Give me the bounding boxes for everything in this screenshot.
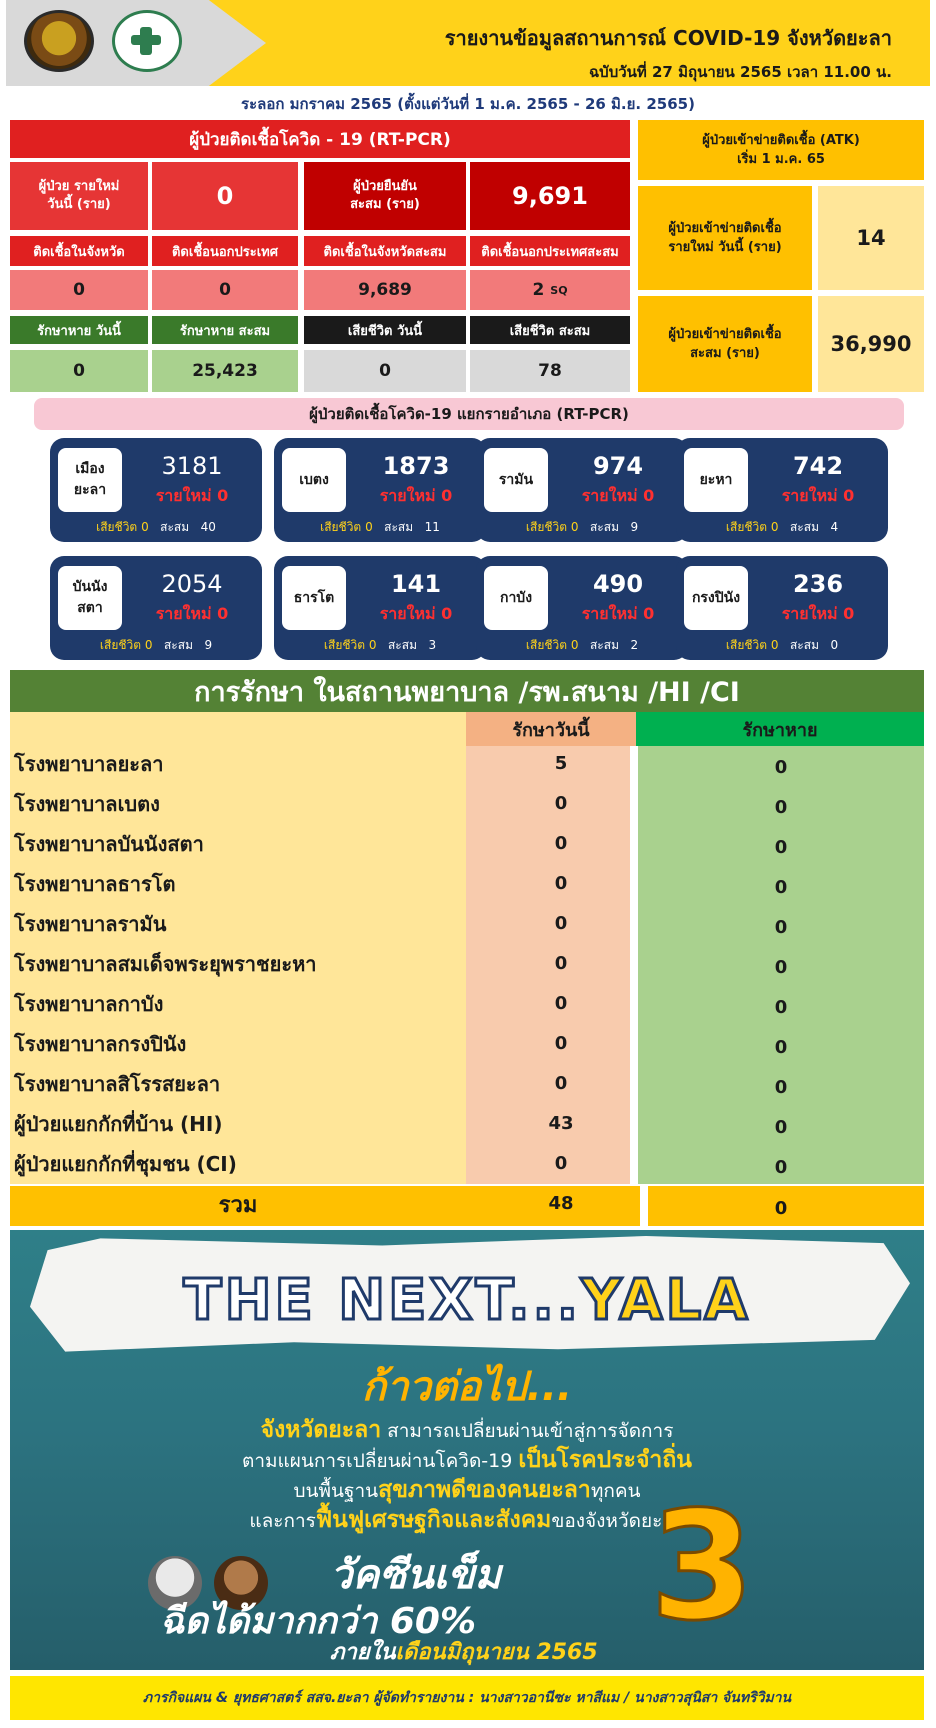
report-date: ฉบับวันที่ 27 มิถุนายน 2565 เวลา 11.00 น.	[588, 63, 892, 81]
recovered: 0	[774, 797, 788, 818]
atk-heading: ผู้ป่วยเข้าข่ายติดเชื้อ (ATK) เริ่ม 1 ม.ค. 65	[638, 120, 924, 180]
sub-value-local: 0	[10, 270, 148, 310]
district-total: 2054	[161, 570, 223, 598]
treatment-heading: การรักษา ในสถานพยาบาล /รพ.สนาม /HI /CI	[10, 670, 924, 712]
district-footer	[50, 636, 262, 655]
new-label: รายใหม่	[155, 486, 212, 505]
poster-text: จังหวัดยะลา	[260, 1417, 382, 1443]
new-label: รายใหม่	[155, 604, 212, 623]
recovered-cum-value: 25,423	[152, 350, 298, 392]
treating-today: 0	[554, 1033, 568, 1054]
poster-coverage: ฉีดได้มากกว่า 60%	[160, 1601, 477, 1642]
district-footer	[476, 518, 688, 537]
poster-text: ภายใน	[330, 1640, 396, 1665]
report-footer: ภารกิจแผน & ยุทธศาสตร์ สสจ.ยะลา ผู้จัดทำรายงาน : นางสาวอานีซะ หาสีแม / นางสาวสุนิสา จันทริวิมาน	[10, 1676, 924, 1720]
district-name: กรงปินัง	[684, 566, 748, 630]
health-office-logo	[112, 10, 182, 72]
death-label: เสียชีวิต	[99, 638, 142, 652]
atk-total-label: ผู้ป่วยเข้าข่ายติดเชื้อ สะสม (ราย)	[638, 296, 812, 392]
new-label: รายใหม่	[581, 486, 638, 505]
death-value: 0	[770, 638, 779, 652]
new-value: 0	[217, 486, 229, 505]
death-value: 0	[770, 520, 779, 534]
report-header	[6, 0, 930, 86]
cum-value: 4	[830, 520, 839, 534]
facility-name: โรงพยาบาลสิโรรสยะลา	[14, 1072, 221, 1096]
district-card-yaha	[676, 438, 888, 542]
death-value: 0	[570, 638, 579, 652]
atk-new-label: ผู้ป่วยเข้าข่ายติดเชื้อ รายใหม่ วันนี้ (ราย)	[638, 186, 812, 290]
district-name: ยะหา	[684, 448, 748, 512]
district-footer	[50, 518, 262, 537]
cum-label: สะสม	[589, 520, 619, 534]
recovered: 0	[774, 1117, 788, 1138]
sub-label-abroad-cum: ติดเชื้อนอกประเทศสะสม	[470, 236, 630, 266]
district-card-krong-pinang	[676, 556, 888, 660]
district-footer	[676, 636, 888, 655]
district-new	[556, 484, 680, 509]
death-label: เสียชีวิต	[323, 638, 366, 652]
cum-label: สะสม	[589, 638, 619, 652]
district-card-kabang	[476, 556, 688, 660]
col-header-treating-today: รักษาวันนี้	[466, 712, 636, 746]
district-card-betong	[274, 438, 486, 542]
poster-text: สุขภาพดีของคนยะลา	[378, 1477, 591, 1503]
district-total: 141	[390, 570, 442, 598]
district-footer	[676, 518, 888, 537]
new-value: 0	[643, 486, 655, 505]
table-row	[10, 1024, 924, 1064]
recovered: 0	[774, 917, 788, 938]
district-new	[556, 602, 680, 627]
death-value: 0	[368, 638, 377, 652]
district-new	[354, 484, 478, 509]
abroad-cum-number: 2	[532, 280, 545, 300]
district-footer	[274, 636, 486, 655]
district-card-than-to	[274, 556, 486, 660]
table-row	[10, 784, 924, 824]
table-row	[10, 1064, 924, 1104]
district-name: ธารโต	[282, 566, 346, 630]
state-quarantine-note: SQ	[550, 283, 568, 297]
poster-text: ฟื้นฟูเศรษฐกิจและสังคม	[315, 1507, 552, 1533]
provincial-seal-logo	[24, 10, 94, 72]
cum-value: 2	[630, 638, 639, 652]
cum-value: 0	[830, 638, 839, 652]
treating-today: 5	[554, 753, 568, 774]
cum-label: สะสม	[160, 520, 190, 534]
district-footer	[476, 636, 688, 655]
district-card-mueang-yala	[50, 438, 262, 542]
deaths-cum-value: 78	[470, 350, 630, 392]
recovered-today-label: รักษาหาย วันนี้	[10, 316, 148, 344]
death-value: 0	[570, 520, 579, 534]
new-value: 0	[441, 604, 453, 623]
cum-value: 11	[424, 520, 440, 534]
facility-name: โรงพยาบาลธารโต	[14, 872, 176, 896]
district-name: กาบัง	[484, 566, 548, 630]
district-name: เมือง ยะลา	[58, 448, 122, 512]
col-header-recovered: รักษาหาย	[636, 712, 924, 746]
new-value: 0	[217, 604, 229, 623]
deaths-today-value: 0	[304, 350, 466, 392]
cum-label: สะสม	[384, 520, 414, 534]
cum-label: สะสม	[387, 638, 417, 652]
poster-vaccine: วัคซีนเข็ม	[330, 1552, 502, 1598]
poster-text: บนพื้นฐาน	[293, 1480, 379, 1502]
facility-name: ผู้ป่วยแยกกักที่บ้าน (HI)	[14, 1112, 223, 1136]
cum-value: 9	[630, 520, 639, 534]
poster-deadline	[330, 1634, 598, 1669]
poster-title-yala: YALA	[581, 1268, 751, 1333]
recovered-cum-label: รักษาหาย สะสม	[152, 316, 298, 344]
death-label: เสียชีวิต	[725, 638, 768, 652]
facility-name: โรงพยาบาลยะลา	[14, 752, 164, 776]
recovered-today-value: 0	[10, 350, 148, 392]
recovered: 0	[774, 837, 788, 858]
district-new	[130, 484, 254, 509]
death-label: เสียชีวิต	[525, 638, 568, 652]
sub-label-local: ติดเชื้อในจังหวัด	[10, 236, 148, 266]
facility-name: โรงพยาบาลสมเด็จพระยุพราชยะหา	[14, 952, 317, 976]
treating-today: 0	[554, 993, 568, 1014]
cum-label: สะสม	[789, 638, 819, 652]
table-row	[10, 944, 924, 984]
cum-label: สะสม	[789, 520, 819, 534]
poster-text: สามารถเปลี่ยนผ่านเข้าสู่การจัดการ	[381, 1420, 674, 1442]
pcr-heading: ผู้ป่วยติดเชื้อโควิด - 19 (RT-PCR)	[10, 120, 630, 158]
treating-today: 0	[554, 873, 568, 894]
district-card-raman	[476, 438, 688, 542]
poster-text: และการ	[249, 1510, 316, 1532]
sub-label-local-cum: ติดเชื้อในจังหวัดสะสม	[304, 236, 466, 266]
district-footer	[274, 518, 486, 537]
report-period: ระลอก มกราคม 2565 (ตั้งแต่วันที่ 1 ม.ค. 2565 - 26 มิ.ย. 2565)	[241, 95, 695, 113]
district-total: 1873	[382, 452, 450, 480]
new-label: รายใหม่	[781, 604, 838, 623]
facility-name: โรงพยาบาลรามัน	[14, 912, 167, 936]
poster-text: เดือนมิถุนายน 2565	[395, 1640, 598, 1665]
poster-go-forward: ก้าวต่อไป...	[361, 1364, 573, 1410]
table-row	[10, 1144, 924, 1184]
new-value: 0	[843, 604, 855, 623]
facility-name: ผู้ป่วยแยกกักที่ชุมชน (CI)	[14, 1152, 237, 1176]
poster-title	[10, 1268, 924, 1333]
new-label: รายใหม่	[581, 604, 638, 623]
total-label: รวม	[218, 1193, 258, 1218]
recovered: 0	[774, 1157, 788, 1178]
district-heading: ผู้ป่วยติดเชื้อโควิด-19 แยกรายอำเภอ (RT-PCR)	[34, 398, 904, 430]
sub-value-abroad-cum	[470, 270, 630, 310]
sub-value-abroad: 0	[152, 270, 298, 310]
cum-value: 40	[200, 520, 216, 534]
cum-value: 3	[428, 638, 437, 652]
table-row	[10, 824, 924, 864]
district-total: 236	[792, 570, 844, 598]
death-value: 0	[141, 520, 149, 534]
recovered: 0	[774, 997, 788, 1018]
district-card-bannang-sata	[50, 556, 262, 660]
treating-today: 43	[548, 1113, 574, 1134]
confirmed-label: ผู้ป่วยยืนยัน สะสม (ราย)	[304, 162, 466, 230]
treating-today: 0	[554, 793, 568, 814]
treating-today: 0	[554, 1153, 568, 1174]
treating-today: 0	[554, 1073, 568, 1094]
treating-today: 0	[554, 913, 568, 934]
new-label: รายใหม่	[781, 486, 838, 505]
recovered: 0	[774, 1077, 788, 1098]
new-value: 0	[643, 604, 655, 623]
district-total: 742	[792, 452, 844, 480]
new-value: 0	[843, 486, 855, 505]
deaths-cum-label: เสียชีวิต สะสม	[470, 316, 630, 344]
poster-text: ของจังหวัดยะลา	[551, 1510, 685, 1532]
total-treating-today: 48	[548, 1193, 574, 1214]
confirmed-value: 9,691	[470, 162, 630, 230]
table-row	[10, 864, 924, 904]
death-label: เสียชีวิต	[96, 520, 138, 534]
facility-name: โรงพยาบาลกาบัง	[14, 992, 164, 1016]
district-total: 3181	[161, 452, 223, 480]
poster-title-next: THE NEXT...	[183, 1268, 582, 1333]
table-row	[10, 984, 924, 1024]
treating-today: 0	[554, 833, 568, 854]
death-value: 0	[365, 520, 373, 534]
new-label: รายใหม่	[379, 486, 436, 505]
sub-value-local-cum: 9,689	[304, 270, 466, 310]
district-new	[756, 484, 880, 509]
district-total: 490	[592, 570, 644, 598]
report-title: รายงานข้อมูลสถานการณ์ COVID-19 จังหวัดยะลา	[444, 26, 892, 50]
cum-value: 9	[204, 638, 213, 652]
new-today-label: ผู้ป่วย รายใหม่ วันนี้ (ราย)	[10, 162, 148, 230]
district-total: 974	[592, 452, 644, 480]
poster-text: ทุกคน	[590, 1480, 641, 1502]
cum-label: สะสม	[163, 638, 193, 652]
poster-text: เป็นโรคประจำถิ่น	[518, 1447, 692, 1473]
death-label: เสียชีวิต	[725, 520, 768, 534]
campaign-poster	[10, 1230, 924, 1670]
district-name: เบตง	[282, 448, 346, 512]
district-name: บันนัง สตา	[58, 566, 122, 630]
table-row	[10, 904, 924, 944]
poster-line-4	[10, 1502, 924, 1538]
atk-total-value: 36,990	[818, 296, 924, 392]
recovered: 0	[774, 957, 788, 978]
poster-text: ตามแผนการเปลี่ยนผ่านโควิด-19	[241, 1450, 519, 1472]
facility-name: โรงพยาบาลบันนังสตา	[14, 832, 204, 856]
district-name: รามัน	[484, 448, 548, 512]
facility-name: โรงพยาบาลเบตง	[14, 792, 160, 816]
recovered: 0	[774, 1037, 788, 1058]
recovered: 0	[774, 877, 788, 898]
district-new	[130, 602, 254, 627]
district-new	[756, 602, 880, 627]
total-recovered: 0	[774, 1198, 788, 1219]
treating-today: 0	[554, 953, 568, 974]
total-row	[10, 1186, 924, 1226]
table-row	[10, 744, 924, 784]
table-row	[10, 1104, 924, 1144]
new-label: รายใหม่	[379, 604, 436, 623]
poster-dose-three: 3	[650, 1480, 755, 1654]
new-value: 0	[441, 486, 453, 505]
sub-label-abroad: ติดเชื้อนอกประเทศ	[152, 236, 298, 266]
death-value: 0	[144, 638, 153, 652]
district-new	[354, 602, 478, 627]
facility-name: โรงพยาบาลกรงปินัง	[14, 1032, 187, 1056]
new-today-value: 0	[152, 162, 298, 230]
deaths-today-label: เสียชีวิต วันนี้	[304, 316, 466, 344]
death-label: เสียชีวิต	[320, 520, 362, 534]
death-label: เสียชีวิต	[525, 520, 568, 534]
atk-new-value: 14	[818, 186, 924, 290]
recovered: 0	[774, 757, 788, 778]
